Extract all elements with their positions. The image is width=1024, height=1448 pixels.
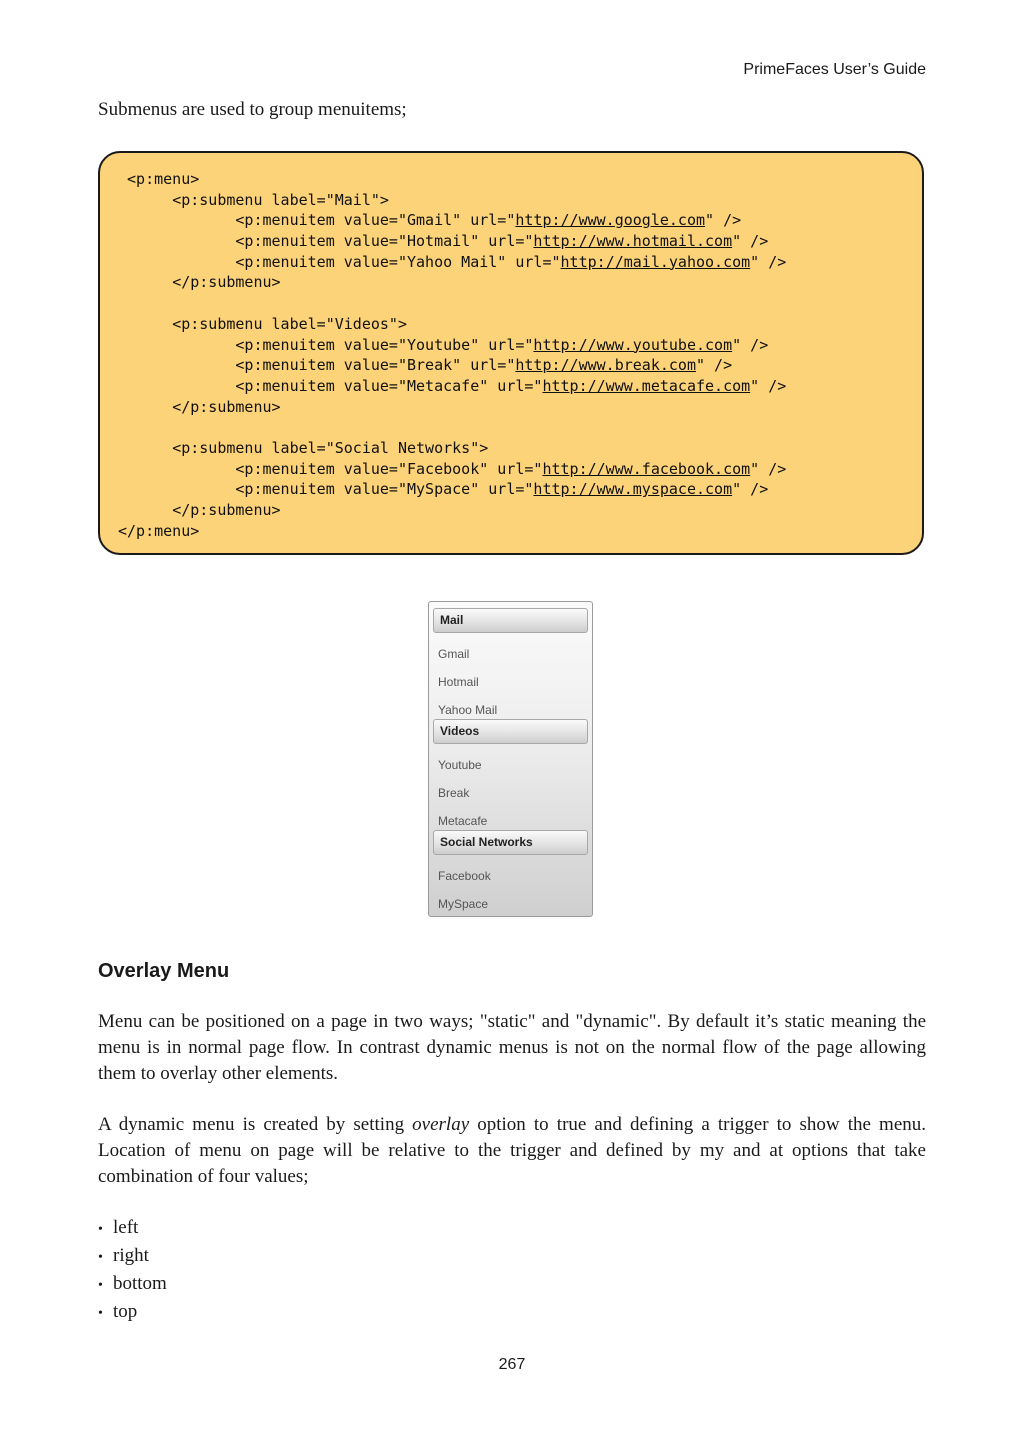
- code-text: " />: [732, 480, 769, 499]
- code-url-link[interactable]: http://www.youtube.com: [533, 335, 733, 354]
- code-text: </p:submenu>: [172, 397, 281, 416]
- code-text: <p:menu>: [127, 170, 200, 188]
- code-line: [118, 314, 922, 335]
- code-text: " />: [750, 376, 787, 395]
- code-text: <p:menuitem value="Hotmail" url=": [235, 232, 534, 251]
- code-text: " />: [732, 335, 769, 354]
- code-text: <p:menuitem value="Facebook" url=": [235, 459, 543, 478]
- code-text: <p:menuitem value="Yahoo Mail" url=": [235, 252, 561, 271]
- paragraph-positioning: Menu can be positioned on a page in two ways; "static" and "dynamic". By default it’s static meaning the menu is in normal page flow. In contrast dynamic menus is not on the normal flow of the page allowing them to overlay other elements.: [98, 1011, 926, 1084]
- code-text: <p:menuitem value="Metacafe" url=": [235, 376, 543, 395]
- menu-item[interactable]: Hotmail: [438, 675, 479, 689]
- code-text: </p:submenu>: [172, 501, 281, 519]
- list-item: [98, 1243, 167, 1271]
- code-text: " />: [732, 232, 769, 251]
- list-item-text: bottom: [113, 1273, 167, 1294]
- code-line: [118, 417, 922, 438]
- code-line: [118, 397, 922, 418]
- code-url-link[interactable]: http://www.facebook.com: [542, 459, 751, 478]
- code-line: [118, 190, 922, 211]
- code-url-link[interactable]: http://www.hotmail.com: [533, 232, 733, 251]
- menu-item[interactable]: MySpace: [438, 897, 489, 911]
- bullet-icon: •: [98, 1222, 103, 1237]
- code-line: [118, 355, 922, 376]
- code-line: [118, 210, 922, 231]
- code-line: [118, 293, 922, 314]
- menu-item[interactable]: Metacafe: [438, 814, 488, 828]
- code-text: </p:submenu>: [172, 273, 281, 292]
- code-text: <p:submenu label="Videos">: [172, 314, 407, 333]
- code-text: <p:submenu label="Social Networks">: [172, 438, 489, 457]
- page-number: 267: [498, 1356, 526, 1373]
- code-line: [118, 500, 922, 521]
- bullet-icon: •: [98, 1306, 103, 1321]
- paragraph-text: option to true and defining a trigger to show the menu. Location of menu on page will be relative to the trigger and defined by my and at options that take combination of four values;: [98, 1114, 926, 1187]
- menu-item[interactable]: Facebook: [438, 869, 491, 883]
- code-block: [98, 151, 924, 555]
- bullet-icon: •: [98, 1278, 103, 1293]
- list-item: [98, 1299, 167, 1327]
- code-url-link[interactable]: http://www.google.com: [515, 211, 706, 230]
- running-header: PrimeFaces User’s Guide: [743, 61, 926, 78]
- intro-text: Submenus are used to group menuitems;: [98, 99, 407, 120]
- code-line: [118, 272, 922, 293]
- menu-submenu-header: Social Networks: [433, 830, 588, 855]
- menu-item[interactable]: Gmail: [438, 647, 470, 661]
- code-text: " />: [696, 356, 733, 375]
- code-line: [118, 169, 922, 190]
- code-text: <p:menuitem value="MySpace" url=": [235, 480, 534, 499]
- code-line: [118, 376, 922, 397]
- list-item-text: top: [113, 1301, 138, 1322]
- code-text: <p:menuitem value="Break" url=": [235, 356, 516, 375]
- menu-widget-preview: [428, 601, 593, 917]
- code-text: " />: [705, 211, 742, 230]
- list-item: [98, 1215, 167, 1243]
- code-text: " />: [750, 459, 787, 478]
- code-text: <p:menuitem value="Gmail" url=": [235, 211, 516, 230]
- menu-submenu-header: Videos: [433, 719, 588, 744]
- list-item: [98, 1271, 167, 1299]
- code-url-link[interactable]: http://mail.yahoo.com: [560, 252, 751, 271]
- code-line: [118, 438, 922, 459]
- code-line: [118, 335, 922, 356]
- code-line: [118, 252, 922, 273]
- list-item-text: right: [113, 1245, 149, 1266]
- menu-submenu-header: Mail: [433, 608, 588, 633]
- code-text: </p:menu>: [118, 521, 200, 540]
- code-url-link[interactable]: http://www.break.com: [515, 356, 696, 375]
- bullet-icon: •: [98, 1250, 103, 1265]
- section-title: Overlay Menu: [98, 960, 230, 982]
- menu-item[interactable]: Break: [438, 786, 470, 800]
- code-line: [118, 479, 922, 500]
- list-item-text: left: [113, 1217, 139, 1238]
- menu-item[interactable]: Youtube: [438, 758, 482, 772]
- overlay-emphasis: overlay: [412, 1114, 470, 1135]
- code-url-link[interactable]: http://www.metacafe.com: [542, 376, 751, 395]
- code-line: [118, 459, 922, 480]
- menu-item[interactable]: Yahoo Mail: [438, 703, 498, 717]
- code-url-link[interactable]: http://www.myspace.com: [533, 480, 733, 499]
- code-text: " />: [750, 252, 787, 271]
- position-values-list: [98, 1215, 167, 1327]
- code-text: <p:submenu label="Mail">: [172, 190, 389, 209]
- paragraph-dynamic-menu: [98, 1112, 926, 1190]
- code-text: <p:menuitem value="Youtube" url=": [235, 335, 534, 354]
- code-line: [118, 231, 922, 252]
- code-line: [118, 521, 922, 542]
- paragraph-text: A dynamic menu is created by setting: [98, 1114, 413, 1135]
